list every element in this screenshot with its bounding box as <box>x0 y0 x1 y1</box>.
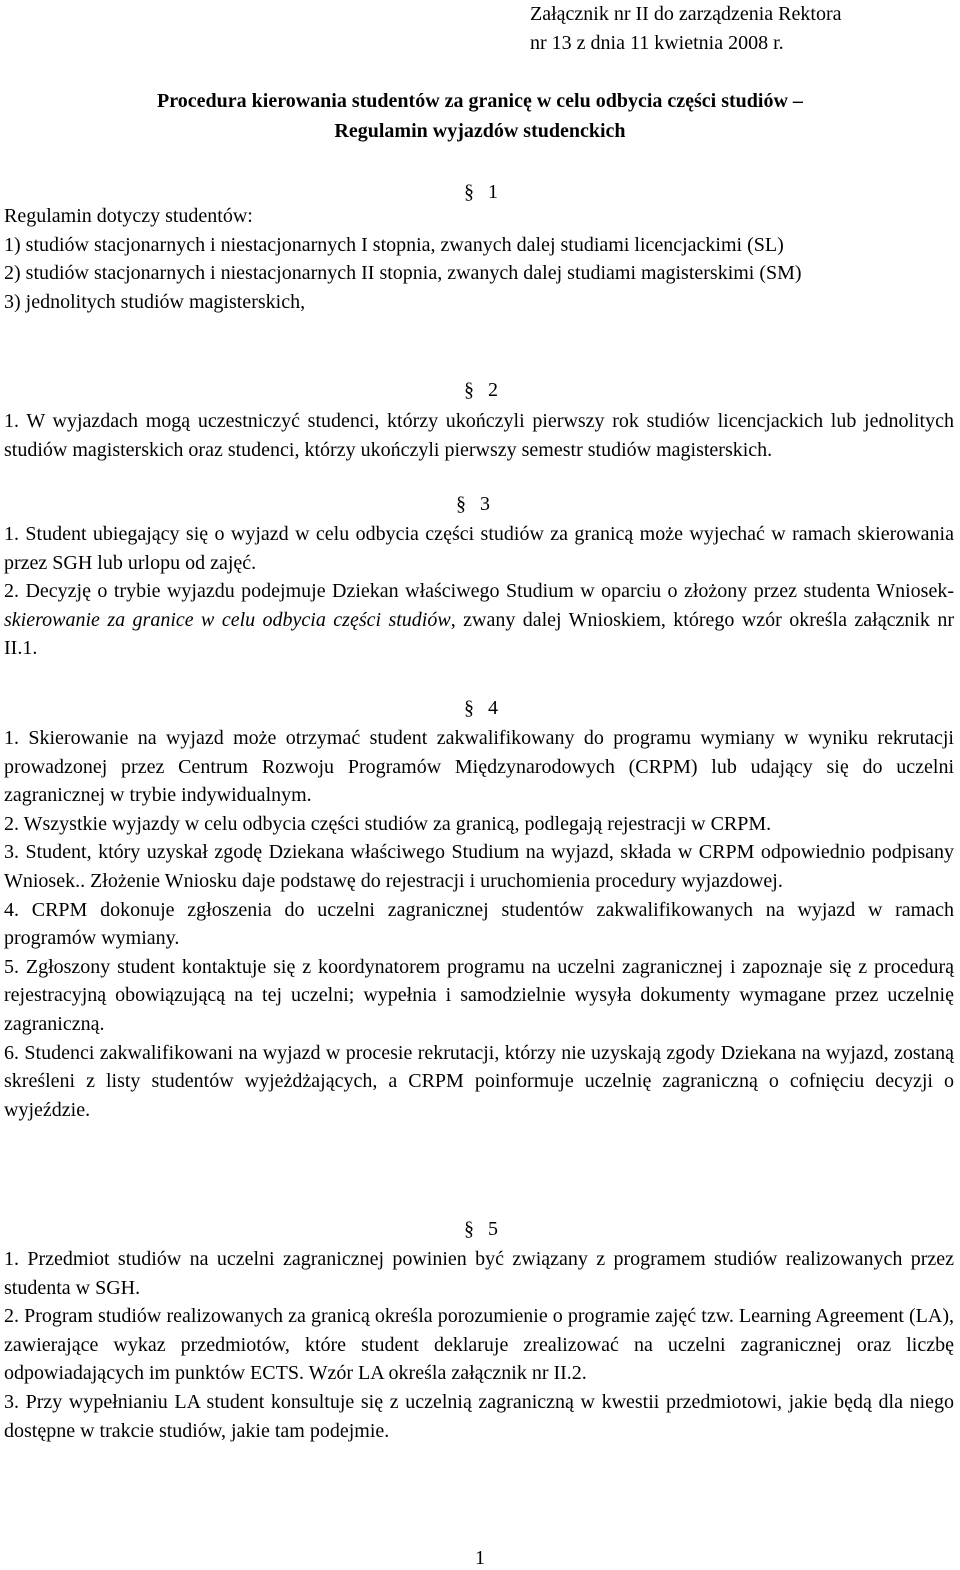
section-number: 2 <box>488 379 498 401</box>
section-sign: § <box>464 379 474 401</box>
paragraph: 2. Wszystkie wyjazdy w celu odbycia części studiów za granicą, podlegają rejestracji w CRPM. <box>4 812 772 835</box>
paragraph: 6. Studenci zakwalifikowani na wyjazd w procesie rekrutacji, którzy nie uzyskają zgody Dziekana na wyjazd, zostaną skreśleni z listy studentów wyjeżdżających, a CRPM poinformuje uczelnię zagraniczną o cofnięciu decyzji o wyjeździe. <box>4 1041 954 1121</box>
document-title <box>0 86 960 146</box>
section-2-body <box>4 407 954 464</box>
paragraph: 1. Przedmiot studiów na uczelni zagranicznej powinien być związany z programem studiów realizowanych przez studenta w SGH. <box>4 1248 954 1299</box>
paragraph: 1. Student ubiegający się o wyjazd w celu odbycia części studiów za granicą może wyjechać w ramach skierowania przez SGH lub urlopu od zajęć. <box>4 523 954 574</box>
paragraph: 5. Zgłoszony student kontaktuje się z koordynatorem programu na uczelni zagranicznej i zapoznaje się z procedurą rejestracyjną obowiązującą na tej uczelni; wypełnia i samodzielnie wysyła dokumenty wymagane przez uczelnię zagraniczną. <box>4 955 954 1035</box>
paragraph: Regulamin dotyczy studentów: <box>4 205 253 227</box>
title-line-1: Procedura kierowania studentów za granicę w celu odbycia części studiów – <box>157 90 803 112</box>
paragraph: 3) jednolitych studiów magisterskich, <box>4 290 306 313</box>
paragraph: 3. Student, który uzyskał zgodę Dziekana właściwego Studium na wyjazd, składa w CRPM odpowiednio podpisany Wniosek.. Złożenie Wniosku daje podstawę do rejestracji i uruchomienia procedury wyjazdowej. <box>4 841 954 892</box>
paragraph: 4. CRPM dokonuje zgłoszenia do uczelni zagranicznej studentów zakwalifikowanych na wyjazd w ramach programów wymiany. <box>4 898 954 950</box>
section-5-body <box>4 1245 954 1445</box>
paragraph <box>4 577 954 663</box>
section-heading-4 <box>464 694 498 723</box>
paragraph: 3. Przy wypełnianiu LA student konsultuje się z uczelnią zagraniczną w kwestii przedmiotowi, jakie będą dla niego dostępne w trakcie studiów, jakie tam podejmie. <box>4 1390 954 1442</box>
paragraph: 1. W wyjazdach mogą uczestniczyć studenci, którzy ukończyli pierwszy rok studiów licencjackich lub jednolitych studiów magisterskich oraz studenci, którzy ukończyli pierwszy semestr studiów magisterskich. <box>4 410 954 461</box>
paragraph: 2. Program studiów realizowanych za granicą określa porozumienie o programie zajęć tzw. Learning Agreement (LA), zawierające wykaz przedmiotów, które student deklaruje zrealizować na uczelni zagranicznej oraz liczbę odpowiadających im punktów ECTS. Wzór LA określa załącznik nr II.2. <box>4 1305 954 1385</box>
paragraph: 1) studiów stacjonarnych i niestacjonarnych I stopnia, zwanych dalej studiami licencjackimi (SL) <box>4 233 784 256</box>
section-number: 4 <box>488 697 498 719</box>
italic-document-name: skierowanie za granice w celu odbycia części studiów <box>4 608 451 631</box>
section-sign: § <box>464 697 474 719</box>
paragraph: 1. Skierowanie na wyjazd może otrzymać student zakwalifikowany do programu wymiany w wyniku rekrutacji prowadzonej przez Centrum Rozwoju Programów Międzynarodowych (CRPM) lub udający się do uczelni zagranicznej w trybie indywidualnym. <box>4 727 954 807</box>
section-number: 3 <box>480 493 490 515</box>
section-sign: § <box>464 181 474 203</box>
page-number: 1 <box>475 1547 485 1569</box>
annex-header <box>530 0 841 58</box>
annex-line-1: Załącznik nr II do zarządzenia Rektora <box>530 3 842 25</box>
section-number: 1 <box>488 181 498 203</box>
text-run: , zwany dalej Wnioskiem, którego wzór określa załącznik nr II.1. <box>4 608 954 660</box>
section-4-body <box>4 724 954 1124</box>
section-number: 5 <box>488 1218 498 1240</box>
section-1-body <box>4 202 954 316</box>
section-sign: § <box>456 493 466 515</box>
title-line-2: Regulamin wyjazdów studenckich <box>334 120 626 142</box>
section-heading-5 <box>464 1215 498 1244</box>
text-run: 2. Decyzję o trybie wyjazdu podejmuje Dziekan właściwego Studium w oparciu o złożony przez studenta Wniosek- <box>4 580 954 603</box>
paragraph: 2) studiów stacjonarnych i niestacjonarnych II stopnia, zwanych dalej studiami magisterskimi (SM) <box>4 262 802 285</box>
section-sign: § <box>464 1218 474 1240</box>
section-heading-2 <box>464 376 498 405</box>
annex-line-2: nr 13 z dnia 11 kwietnia 2008 r. <box>530 32 784 54</box>
section-3-body <box>4 520 954 663</box>
section-heading-3 <box>456 490 490 519</box>
